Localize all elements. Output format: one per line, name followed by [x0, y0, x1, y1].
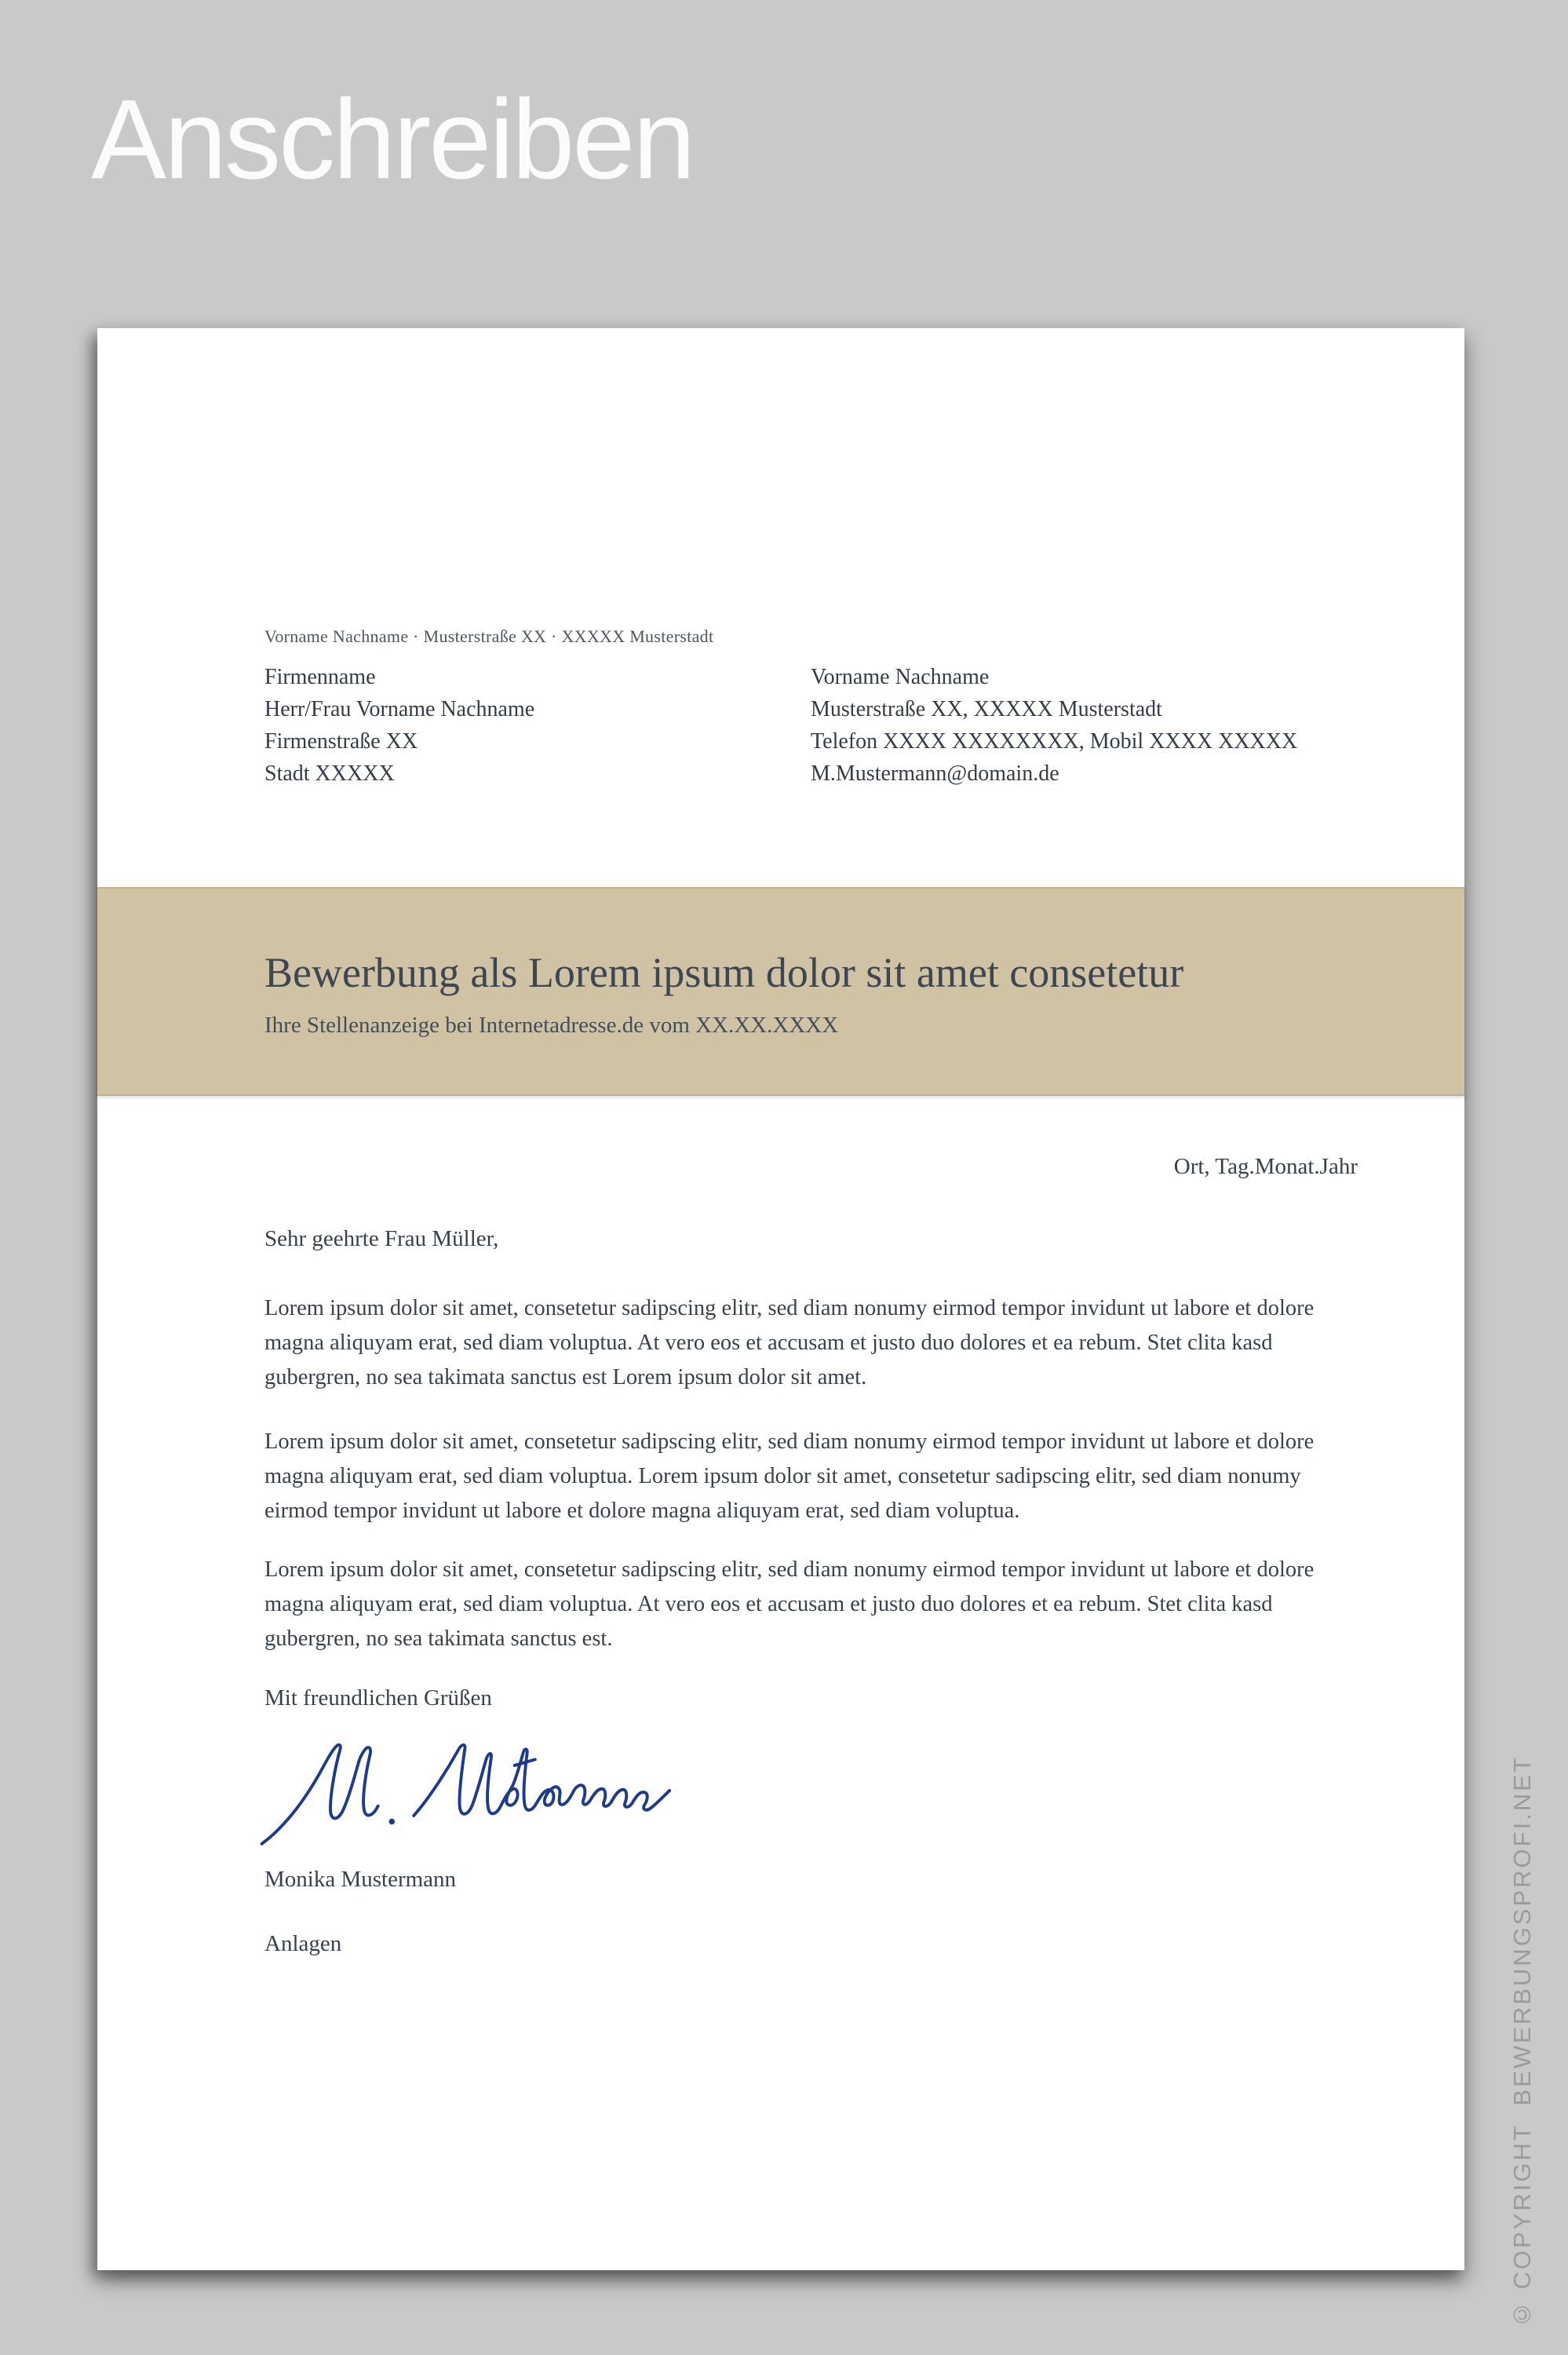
recipient-line: Stadt XXXXX	[264, 761, 395, 786]
body-paragraph: Lorem ipsum dolor sit amet, consetetur sadipscing elitr, sed diam nonumy eirmod tempor invidunt ut labore et dolore magna aliquyam erat, sed diam voluptua. At vero eos et accusam et justo duo dolores et ea rebum. Stet clita kasd gubergren, no sea takimata sanctus est Lorem ipsum dolor sit amet.	[264, 1296, 1315, 1389]
body-paragraph: Lorem ipsum dolor sit amet, consetetur sadipscing elitr, sed diam nonumy eirmod tempor invidunt ut labore et dolore magna aliquyam erat, sed diam voluptua. Lorem ipsum dolor sit amet, consetetur sadipscing elitr, sed diam nonumy eirmod tempor invidunt ut labore et dolore magna aliquyam erat, sed diam voluptua.	[264, 1429, 1315, 1523]
recipient-line: Herr/Frau Vorname Nachname	[264, 697, 535, 721]
subject-title: Bewerbung als Lorem ipsum dolor sit amet consetetur	[264, 949, 1184, 996]
signature-dot	[389, 1819, 395, 1825]
recipient-address-block	[264, 661, 534, 790]
recipient-line: Firmenname	[264, 665, 376, 689]
greeting-line: Sehr geehrte Frau Müller,	[264, 1226, 499, 1251]
enclosures-label: Anlagen	[264, 1931, 342, 1956]
handwritten-signature-image	[257, 1727, 681, 1853]
recipient-line: Firmenstraße XX	[264, 729, 418, 754]
sender-contact-line: M.Mustermann@domain.de	[811, 761, 1059, 786]
subject-subtitle: Ihre Stellenanzeige bei Internetadresse.de vom XX.XX.XXXX	[264, 1013, 839, 1038]
sender-return-address-line: Vorname Nachname · Musterstraße XX · XXXXX Musterstadt	[264, 626, 714, 646]
subject-banner	[97, 887, 1464, 1096]
letter-page	[97, 328, 1464, 2270]
closing-line: Mit freundlichen Grüßen	[264, 1685, 492, 1711]
sender-contact-line: Musterstraße XX, XXXXX Musterstadt	[811, 697, 1162, 721]
signature-stroke	[414, 1745, 669, 1816]
sender-contact-line: Vorname Nachname	[811, 665, 990, 689]
copyright-watermark: © COPYRIGHT BEWERBUNGSPROFI.NET	[1508, 1755, 1536, 2328]
sender-name: Monika Mustermann	[264, 1867, 457, 1892]
sender-contact-block	[811, 661, 1297, 790]
sender-contact-line: Telefon XXXX XXXXXXXX, Mobil XXXX XXXXX	[811, 729, 1298, 754]
page-title: Anschreiben	[91, 76, 694, 203]
body-paragraph: Lorem ipsum dolor sit amet, consetetur sadipscing elitr, sed diam nonumy eirmod tempor invidunt ut labore et dolore magna aliquyam erat, sed diam voluptua. At vero eos et accusam et justo duo dolores et ea rebum. Stet clita kasd gubergren, no sea takimata sanctus est.	[264, 1557, 1315, 1651]
date-line: Ort, Tag.Monat.Jahr	[1173, 1154, 1358, 1179]
signature-stroke	[262, 1745, 378, 1844]
